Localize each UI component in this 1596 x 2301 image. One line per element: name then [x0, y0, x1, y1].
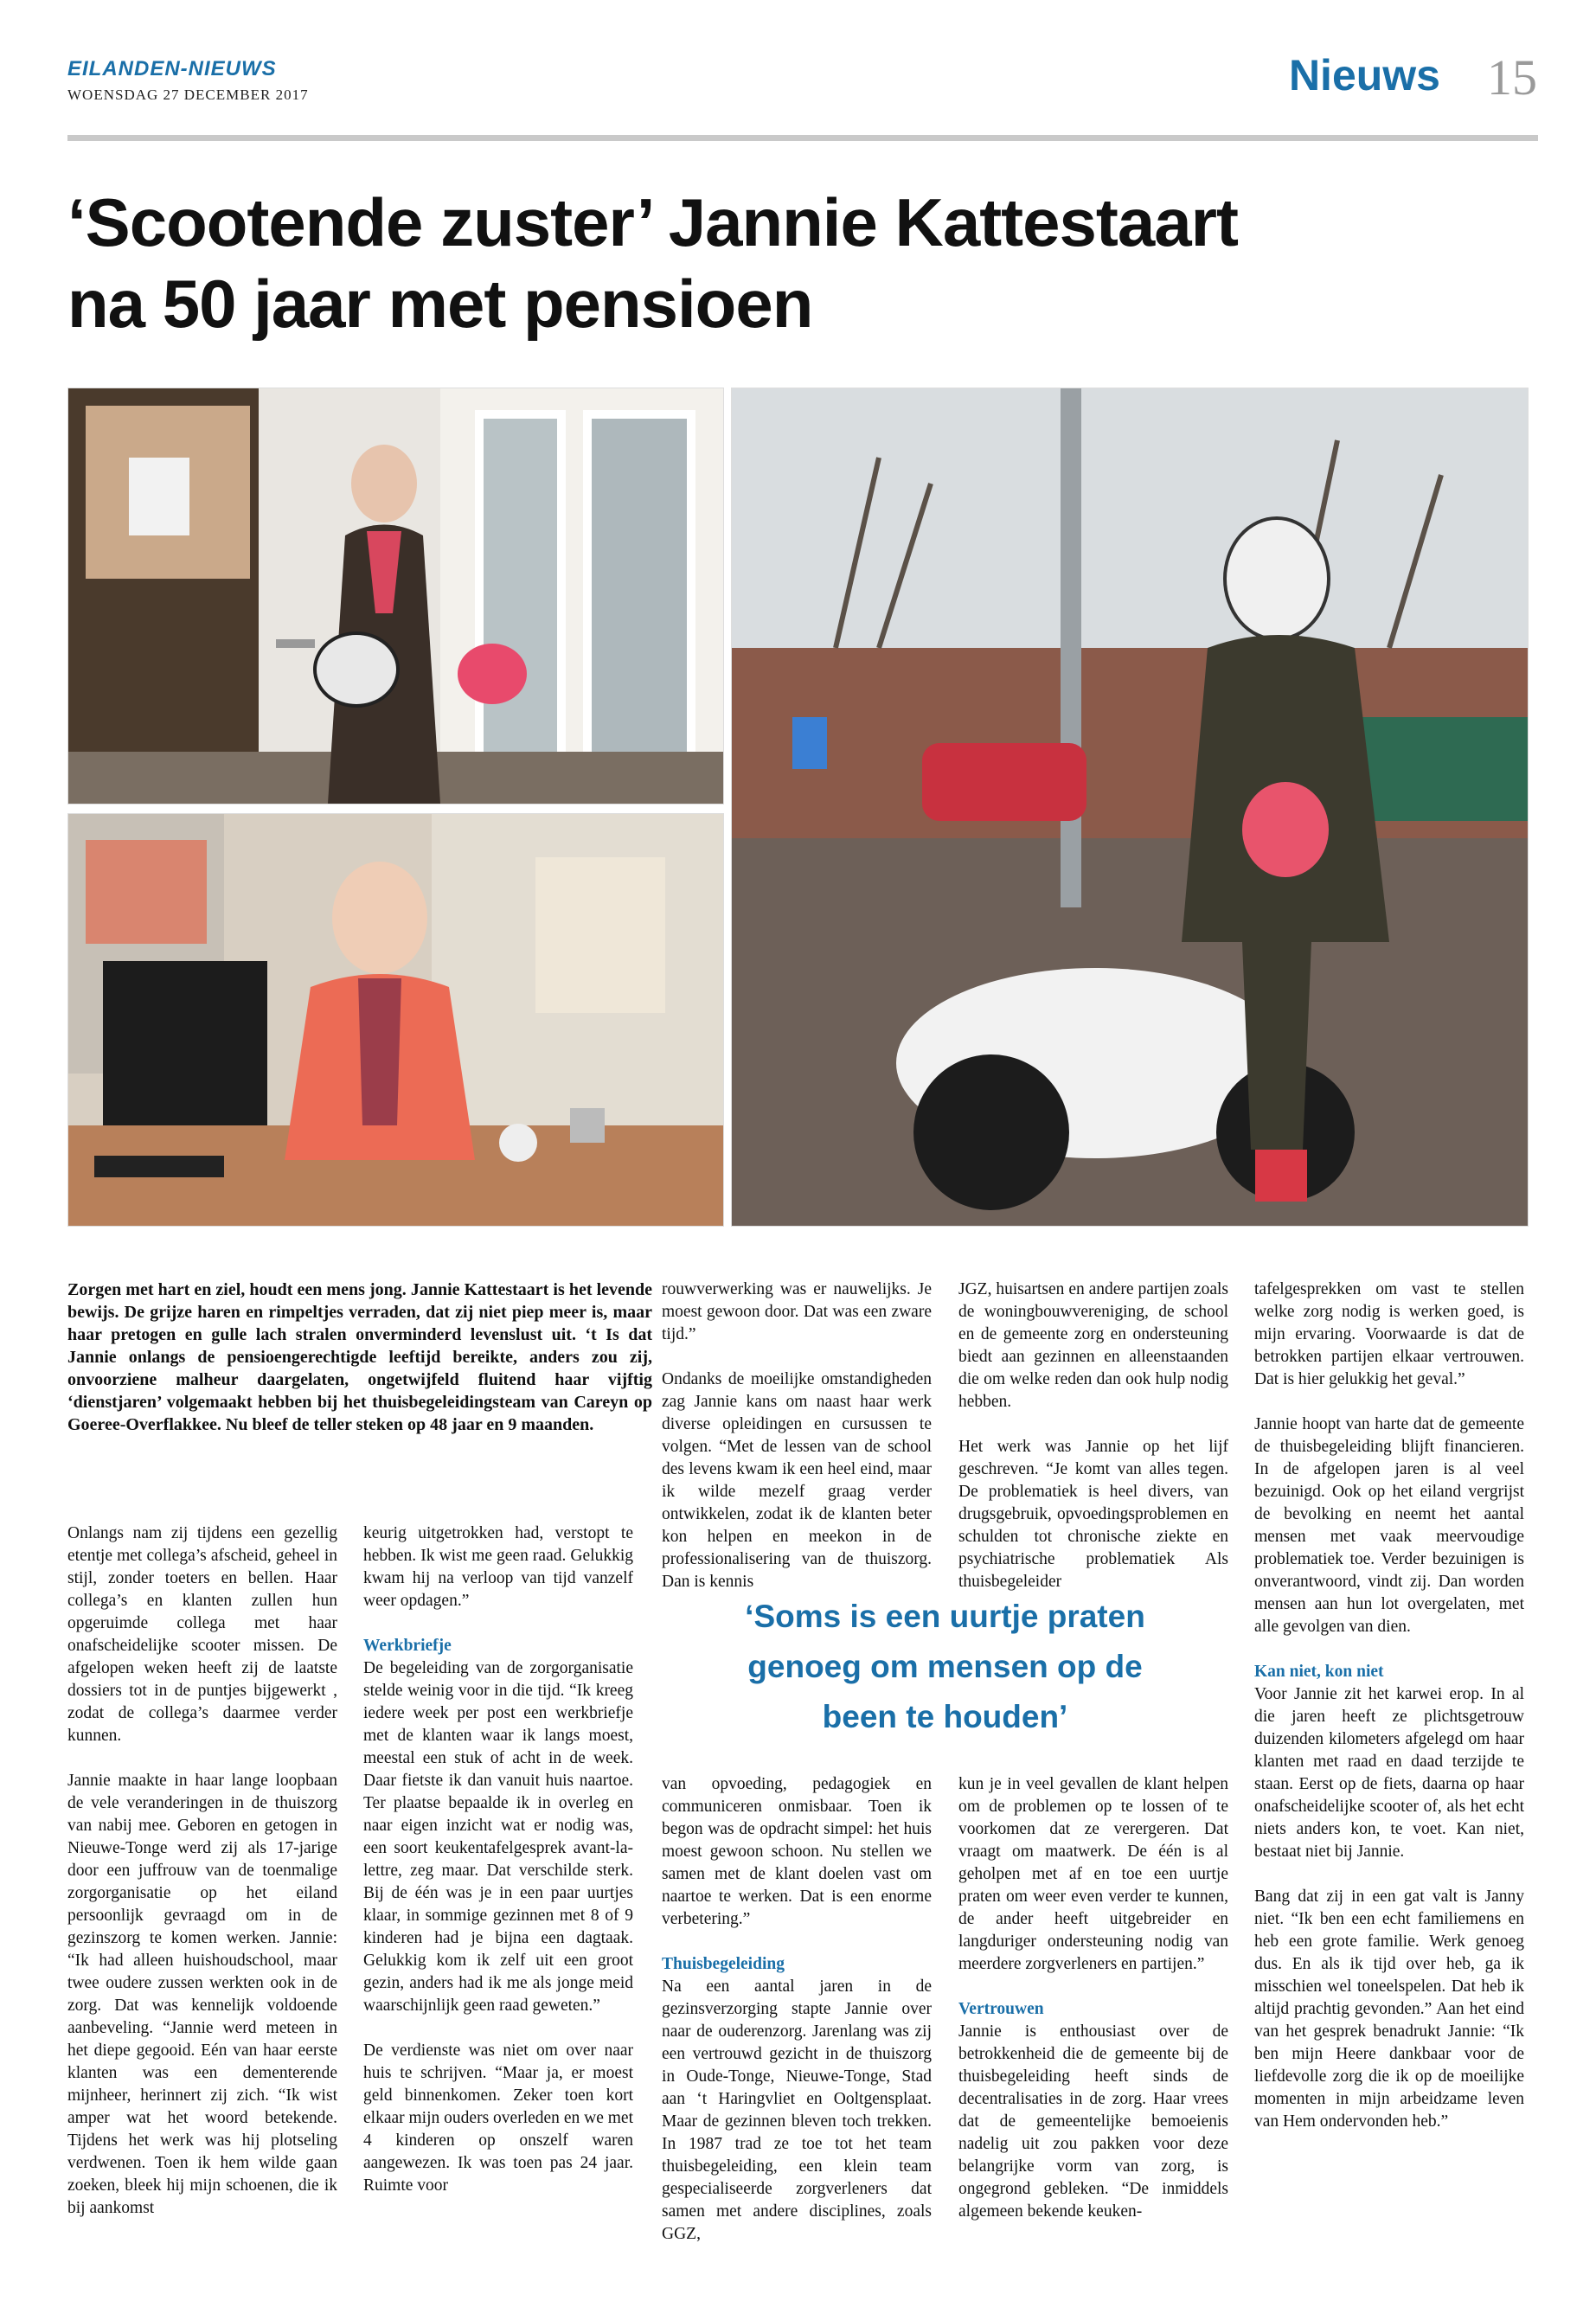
col3-paragraph-3: van opvoeding, pedagogiek en communiceren onmisbaar. Toen ik begon was de opdracht simpel: het huis moest gewoon schoon. Nu stellen we samen met de klant doelen vast om naartoe te werken. Dat is een enorme verbetering.”: [662, 1775, 932, 1928]
article-column-1: [67, 1522, 337, 2242]
col5-paragraph-4: Bang dat zij in een gat valt is Janny niet. “Ik ben een echt familiemens en heb een grote familie. Werk genoeg dus. En als ik tijd over heb, ga ik misschien wel toneelspelen. Dat heb ik altijd prachtig gevonden.” Aan het eind van het gesprek benadrukt Jannie: “Ik ben mijn Heere dankbaar voor de liefdevolle zorg die ik op de moeilijke momenten in mijn arbeidzame leven van Hem ondervonden heb.”: [1254, 1888, 1524, 2131]
page-number: 15: [1487, 49, 1537, 106]
pull-quote-line-1: ‘Soms is een uurtje praten: [745, 1599, 1145, 1634]
col5-paragraph-1: tafelgesprekken om vast te stellen welke zorg nodig is werken goed, is mijn ervaring. Voorwaarde is dat de betrokken partijen elkaar vertrouwen. Dat is hier gelukkig het geval.”: [1254, 1280, 1524, 1388]
col2-paragraph-1: keurig uitgetrokken had, verstopt te hebben. Ik wist me geen raad. Gelukkig kwam hij na verloop van tijd vanzelf weer opdagen.”: [363, 1524, 633, 1610]
desk-photo: [67, 813, 724, 1227]
article-column-4: [958, 1279, 1228, 1616]
door-photo-image: [68, 388, 723, 804]
col4-paragraph-3: kun je in veel gevallen de klant helpen om de problemen op te lossen of te voorkomen dat ze verergeren. Dat vraagt om maatwerk. De één is al geholpen met af en toe een uurtje praten om weer even verder te kunnen, de ander heeft uitgebreider en langduriger ondersteuning nodig van meerdere zorgverleners en partijen.”: [958, 1775, 1228, 1973]
masthead-logo: EILANDEN-NIEUWS: [67, 57, 277, 80]
col5-subheading: Kan niet, kon niet: [1254, 1663, 1384, 1681]
headline-line-1: ‘Scootende zuster’ Jannie Kattestaart: [67, 184, 1238, 260]
article-column-2: [363, 1522, 633, 2220]
issue-date: WOENSDAG 27 DECEMBER 2017: [67, 87, 309, 103]
section-title: Nieuws: [1288, 51, 1440, 99]
col3-paragraph-2: Ondanks de moeilijke omstandigheden zag Jannie kans om naast haar werk diverse opleidingen en cursussen te volgen. “Met de lessen van de school des levens kwam ik een heel eind, maar ik wilde mezelf graag verder ontwikkelen, zodat ik de klanten beter kon helpen en meekon in de professionalisering van de thuiszorg. Dan is kennis: [662, 1370, 932, 1591]
col3-subheading: Thuisbegeleiding: [662, 1955, 785, 1973]
col4-paragraph-2: Het werk was Jannie op het lijf geschreven. “Je komt van alles tegen. De problematiek is heel divers, van drugsgebruik, opvoedingsproblemen en schulden tot chronische ziekte en psychiatrische problematiek Als thuisbegeleider: [958, 1438, 1228, 1591]
article-column-3: [662, 1279, 932, 1616]
col2-paragraph-3: De verdienste was niet om over naar huis te schrijven. “Maar ja, er moest geld binnenkomen. Zeker toen kort elkaar mijn ouders overleden en we met 4 kinderen op onszelf waren aangewezen. Ik was toen pas 24 jaar. Ruimte voor: [363, 2041, 633, 2195]
col1-paragraph-2: Jannie maakte in haar lange loopbaan de vele veranderingen in de thuiszorg van nabij mee. Geboren en getogen in Nieuwe-Tonge werd zij als 17-jarige door een juffrouw van de toenmalige zorgorganisatie op het eiland persoonlijk gevraagd om in de gezinszorg te komen werken. Jannie: “Ik had alleen huishoudschool, maar twee oudere zussen werkten ook in de zorg. Dat was kennelijk voldoende aanbeveling. “Jannie werd meteen in het diepe gegooid. Eén van haar eerste klanten was een dementerende mijnheer, herinnert zij zich. “Ik wist amper wat het woord betekende. Tijdens het werk was hij plotseling verdwenen. Toen ik hem wilde gaan zoeken, bleek hij mijn schoenen, die ik bij aankomst: [67, 1772, 337, 2217]
col4-paragraph-4: Jannie is enthousiast over de betrokkenheid die de gemeente bij de thuisbegeleiding heeft sinds de decentralisaties in de zorg. Haar vrees dat de gemeentelijke bemoeienis nadelig uit zou pakken voor deze belangrijke vorm van zorg, is ongegrond gebleken. “De inmiddels algemeen bekende keuken-: [958, 2022, 1228, 2221]
pull-quote-line-3: been te houden’: [822, 1699, 1068, 1734]
desk-photo-image: [68, 814, 723, 1226]
article-headline: [67, 182, 1486, 344]
scooter-photo: [731, 388, 1529, 1227]
col2-paragraph-2: De begeleiding van de zorgorganisatie stelde weinig voor in die tijd. “Ik kreeg iedere week per post een werkbriefje met de klanten waar ik langs moest, meestal een stuk of acht in de week. Daar fietste ik dan vanuit huis naartoe. Ter plaatse bepaalde ik in overleg en naar eigen inzicht wat er nodig was, een soort keukentafelgesprek avant-la-lettre, zeg maar. Dat verschilde sterk. Bij de één was je in een paar uurtjes klaar, in sommige gezinnen met 8 of 9 kinderen had je bijna een dagtaak. Gelukkig kom ik zelf uit een groot gezin, anders had ik me als jonge meid waarschijnlijk geen raad geweten.”: [363, 1659, 633, 2015]
headline-line-2: na 50 jaar met pensioen: [67, 266, 813, 342]
pull-quote-line-2: genoeg om mensen op de: [747, 1649, 1143, 1684]
col4-paragraph-1: JGZ, huisartsen en andere partijen zoals de woningbouwvereniging, de school en de gemeente zorg en ondersteuning biedt aan gezinnen en alleenstaanden die om welke reden dan ook hulp nodig hebben.: [958, 1280, 1228, 1411]
door-photo: [67, 388, 724, 804]
col2-subheading: Werkbriefje: [363, 1637, 452, 1655]
article-column-4-lower: [958, 1773, 1228, 2246]
col5-paragraph-3: Voor Jannie zit het karwei erop. In al die jaren heeft ze plichtsgetrouw duizenden kilometers afgelegd om haar klanten met raad en daad terzijde te staan. Eerst op de fiets, daarna op haar onafscheidelijke scooter of, als het echt niets anders kon, te voet. Kan niet, bestaat niet bij Jannie.: [1254, 1685, 1524, 1861]
col1-paragraph-1: Onlangs nam zij tijdens een gezellig etentje met collega’s afscheid, geheel in stijl, zonder toeters en bellen. Haar collega’s en klanten zullen hun opgeruimde collega met haar onafscheidelijke scooter missen. De afgelopen weken heeft zij de laatste dossiers tot in de puntjes bijgewerkt , zodat de collega’s daarmee verder kunnen.: [67, 1524, 337, 1745]
col4-subheading: Vertrouwen: [958, 2000, 1044, 2018]
pull-quote-text: [662, 1592, 1228, 1742]
article-intro: Zorgen met hart en ziel, houdt een mens jong. Jannie Kattestaart is het levende bewijs. De grijze haren en rimpeltjes verraden, dat zij niet piep meer is, maar haar pretogen en gulle lach stralen onverminderd levenslust uit. ‘t Is dat Jannie onlangs de pensioengerechtigde leeftijd bereikte, anders zou zij, onvoorziene malheur daargelaten, ongetwijfeld fluitend haar vijftig ‘dienstjaren’ volgemaakt hebben bij het thuisbegeleidingsteam van Careyn op Goeree-Overflakkee. Nu bleef de teller steken op 48 jaar en 9 maanden.: [67, 1280, 652, 1434]
pull-quote: [662, 1592, 1228, 1742]
header-rule: [67, 135, 1538, 141]
article-column-5: [1254, 1279, 1524, 2156]
article-column-3-lower: [662, 1773, 932, 2268]
col3-paragraph-1: rouwverwerking was er nauwelijks. Je moest gewoon door. Dat was een zware tijd.”: [662, 1280, 932, 1343]
col3-paragraph-4: Na een aantal jaren in de gezinsverzorging stapte Jannie over naar de ouderenzorg. Jarenlang was zij een vertrouwd gezicht in de thuiszorg in Oude-Tonge, Nieuwe-Tonge, Stad aan ‘t Haringvliet en Ooltgensplaat. Maar de gezinnen bleven toch trekken. In 1987 trad ze toe tot het team thuisbegeleiding, een klein team gespecialiseerde zorgverleners dat samen met andere disciplines, zoals GGZ,: [662, 1977, 932, 2243]
col5-paragraph-2: Jannie hoopt van harte dat de gemeente de thuisbegeleiding blijft financieren. In de afgelopen jaren is al veel bezuinigd. Ook op het eiland vergrijst de bevolking en neemt het aantal mensen met vaak meervoudige problematiek toe. Verder bezuinigen is onverantwoord, vindt zij. Dan worden mensen aan hun lot overgelaten, met alle gevolgen van dien.: [1254, 1415, 1524, 1636]
scooter-photo-image: [732, 388, 1528, 1226]
